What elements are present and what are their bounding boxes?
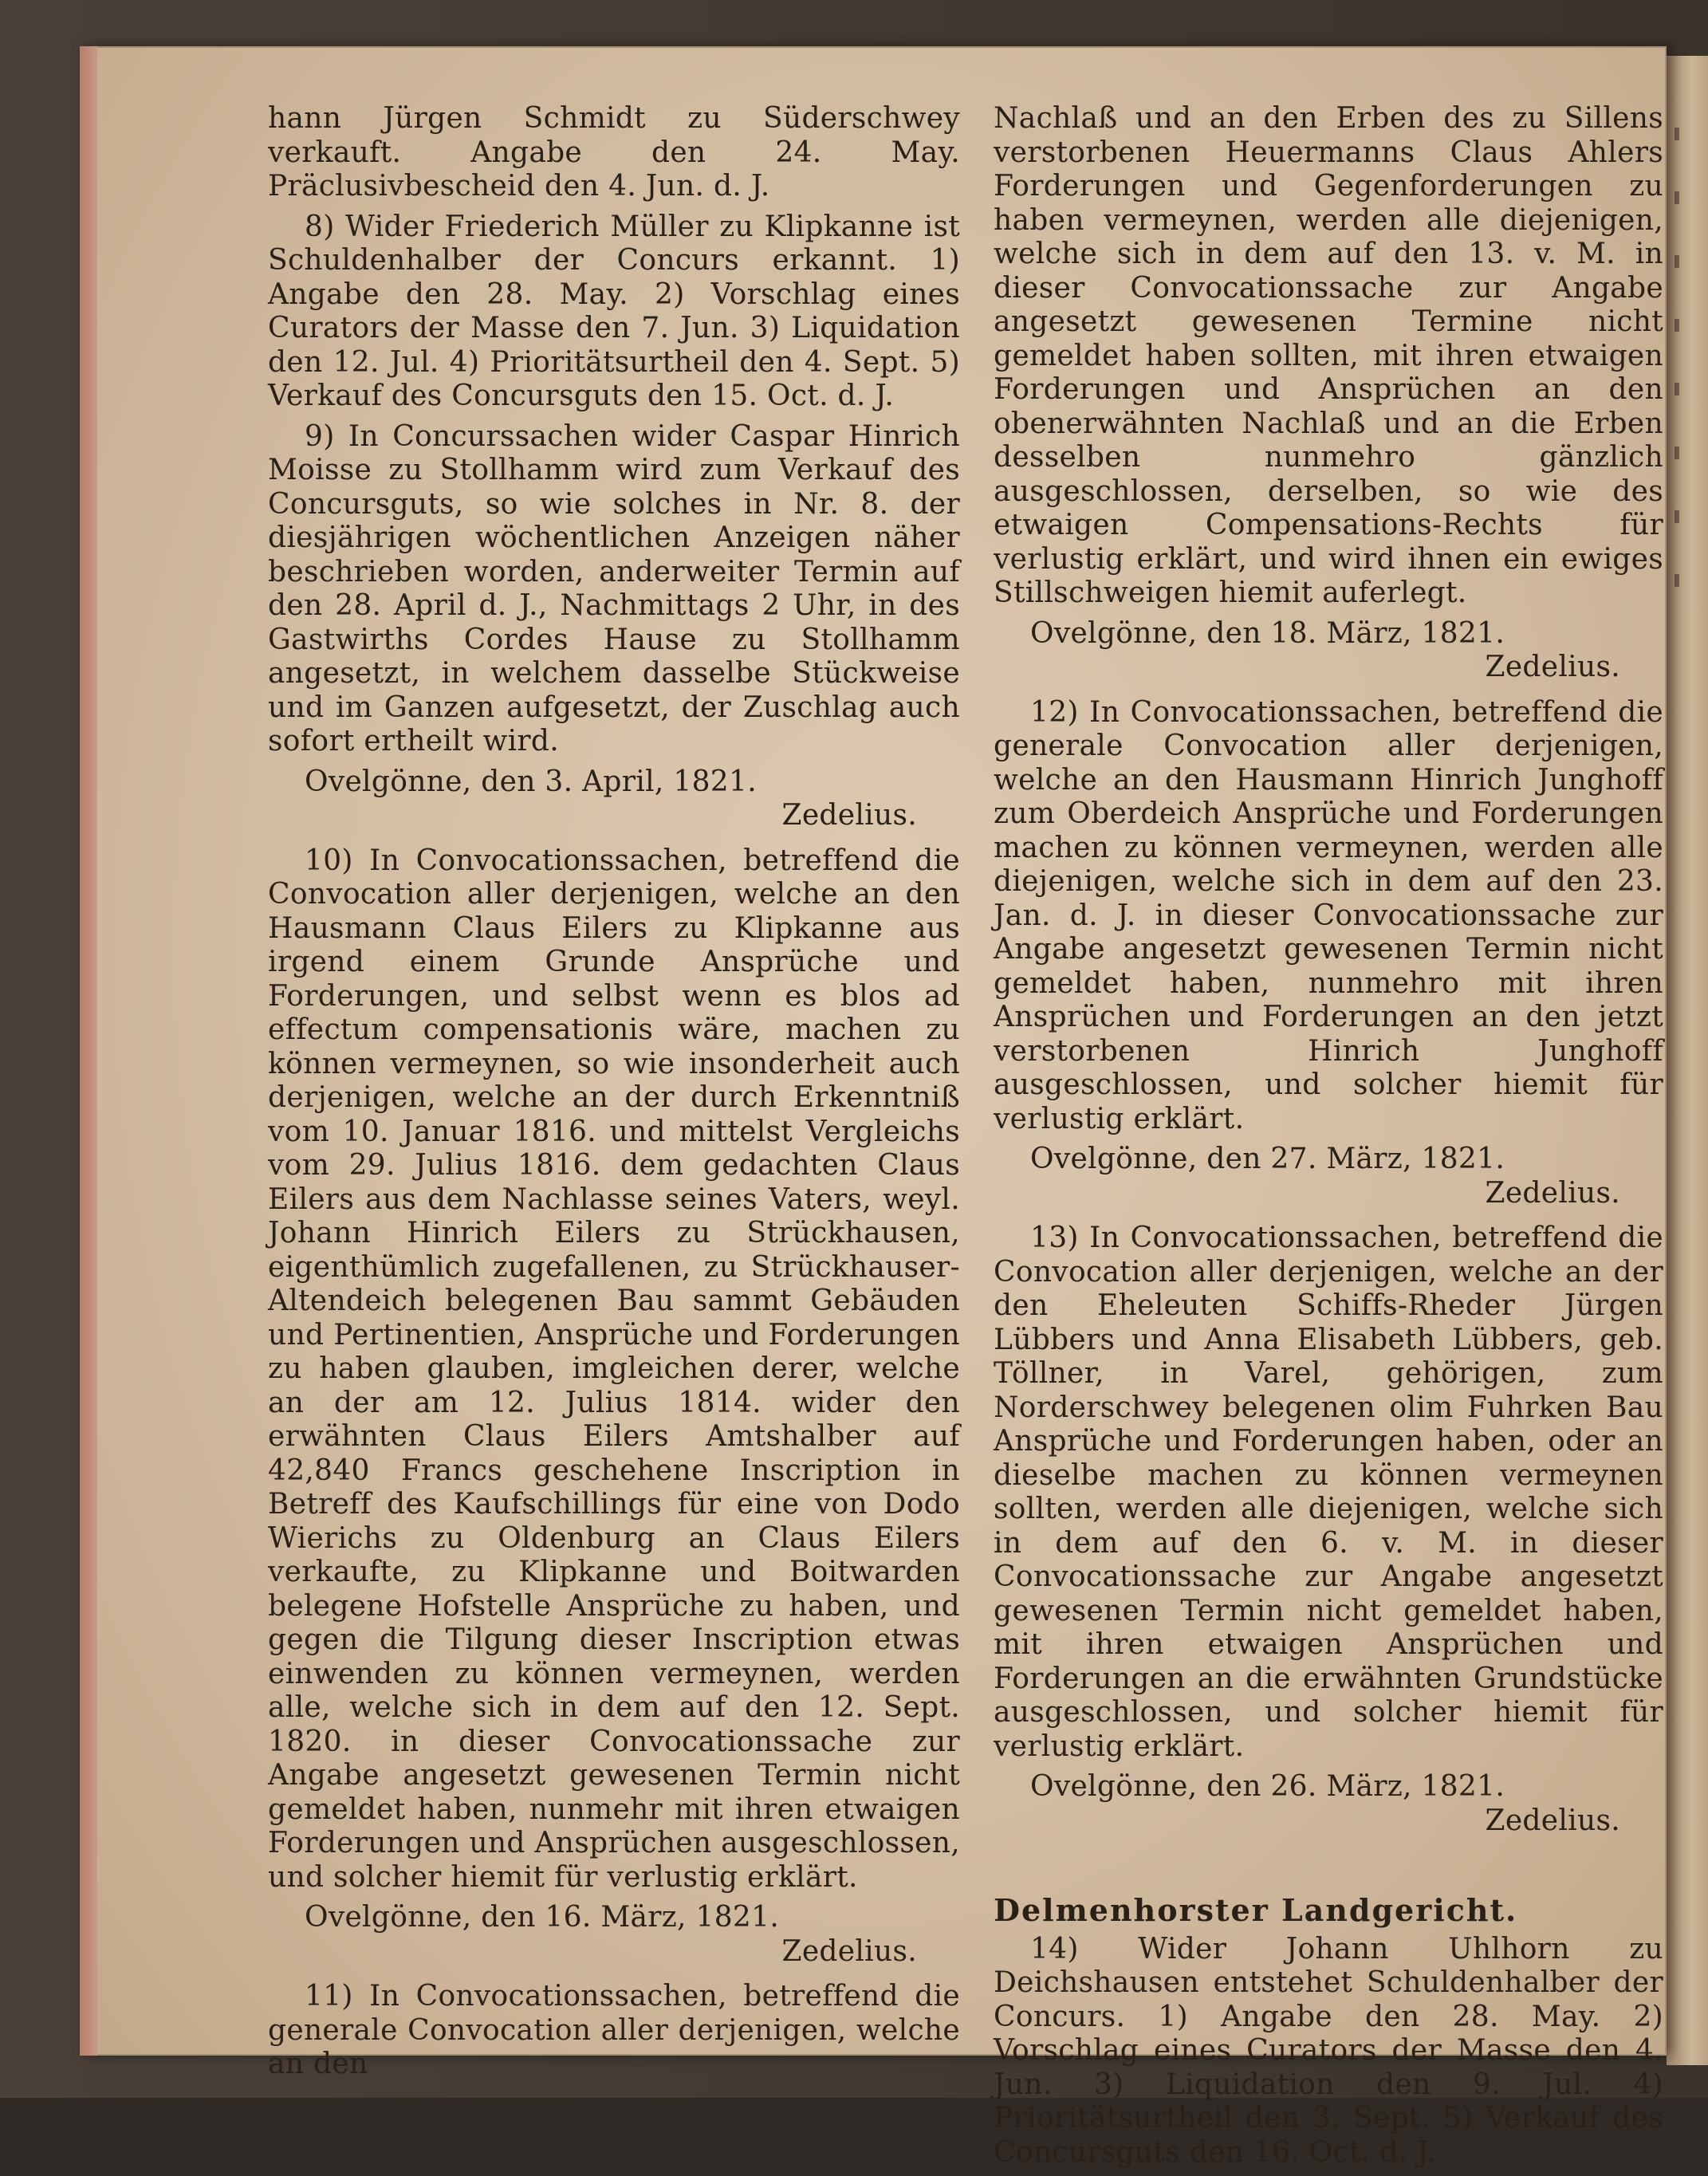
notice-9: 9) In Concurssachen wider Caspar Hinrich Moisse zu Stollhamm wird zum Verkauf des Concursguts, so wie solches in Nr. 8. der diesjährigen wöchentlichen Anzeigen näher beschrieben worden, anderweiter Termin auf den 28. April d. J., Nachmittags 2 Uhr, in des Gastwirths Cordes Hause zu Stollhamm angesetzt, in welchem dasselbe Stückweise und im Ganzen aufgesetzt, der Zuschlag auch sofort ertheilt wird. (268, 419, 960, 757)
section-heading-delmenhorst: Delmenhorster Landgericht. (994, 1892, 1518, 1928)
notice-10-signature: Zedelius. (781, 1934, 917, 1968)
notice-14: 14) Wider Johann Uhlhorn zu Deichshausen entstehet Schuldenhalber der Concurs. 1) Angabe den 28. May. 2) Vorschlag eines Curators der Masse den 4. Jun. 3) Liquidation den 9. Jul. 4) Prioritätsurtheil den 3. Sept. 5) Verkauf des Concursguts den 16. Oct. d. J. (994, 1932, 1663, 2169)
notice-9-dateline: Ovelgönne, den 3. April, 1821. (305, 765, 757, 798)
notice-9-signature: Zedelius. (781, 799, 917, 832)
notice-13: 13) In Convocationssachen, betreffend die Convocation aller derjenigen, welche an der den Eheleuten Schiffs-Rheder Jürgen Lübbers und Anna Elisabeth Lübbers, geb. Töllner, in Varel, gehörigen, zum Norderschwey belegenen olim Fuhrken Bau Ansprüche und Forderungen haben, oder an dieselbe machen zu können vermeynen sollten, werden alle diejenigen, welche sich in dem auf den 6. v. M. in dieser Convocationssache zur Angabe angesetzt gewesenen Termin nicht gemeldet haben, mit ihren etwaigen Ansprüchen und Forderungen an die erwähnten Grundstücke ausgeschlossen, und solcher hiemit für verlustig erklärt. (994, 1222, 1663, 1763)
notice-13-dateline: Ovelgönne, den 26. März, 1821. (1030, 1770, 1505, 1803)
notice-11-signature: Zedelius. (1485, 651, 1620, 683)
notice-12: 12) In Convocationssachen, betreffend die generale Convocation aller derjenigen, welche an den Hausmann Hinrich Junghoff zum Oberdeich Ansprüche und Forderungen machen zu können vermeynen, werden alle diejenigen, welche sich in dem auf den 23. Jan. d. J. in dieser Convocationssache zur Angabe angesetzt gewesenen Termin nicht gemeldet haben, nunmehro mit ihren Ansprüchen und Forderungen an den jetzt verstorbenen Hinrich Junghoff ausgeschlossen, und solcher hiemit für verlustig erklärt. (994, 695, 1663, 1135)
notice-13-signature: Zedelius. (1485, 1804, 1620, 1837)
next-page-edge (1667, 56, 1708, 2065)
notice-11-continuation: Nachlaß und an den Erben des zu Sillens verstorbenen Heuermanns Claus Ahlers Forderungen und Gegenforderungen zu haben vermeynen, werden alle diejenigen, welche sich in dem auf den 13. v. M. in dieser Convocationssache zur Angabe angesetzt gewesenen Termine nicht gemeldet haben sollten, mit ihren etwaigen Forderungen und Ansprüchen an den obenerwähnten Nachlaß und an die Erben desselben nunmehro gänzlich ausgeschlossen, derselben, so wie des etwaigen Compensations-Rechts für verlustig erklärt, und wird ihnen ein ewiges Stillschweigen hiemit auferlegt. (994, 102, 1663, 609)
right-column (994, 102, 1663, 2176)
notice-7-continuation: hann Jürgen Schmidt zu Süderschwey verkauft. Angabe den 24. May. Präclusivbescheid den 4. Jun. d. J. (268, 102, 960, 203)
notice-10-dateline: Ovelgönne, den 16. März, 1821. (305, 1901, 780, 1934)
notice-11-dateline: Ovelgönne, den 18. März, 1821. (1030, 616, 1505, 650)
notice-8: 8) Wider Friederich Müller zu Klipkanne ist Schuldenhalber der Concurs erkannt. 1) Angabe den 28. May. 2) Vorschlag eines Curators der Masse den 7. Jun. 3) Liquidation den 12. Jul. 4) Prioritätsurtheil den 4. Sept. 5) Verkauf des Concursguts den 15. Oct. d. J. (268, 210, 960, 412)
notice-12-signature: Zedelius. (1485, 1176, 1620, 1210)
page-left-edge (80, 46, 97, 2056)
notice-12-dateline: Ovelgönne, den 27. März, 1821. (1030, 1143, 1505, 1175)
notice-10: 10) In Convocationssachen, betreffend die Convocation aller derjenigen, welche an den Hausmann Claus Eilers zu Klipkanne aus irgend einem Grunde Ansprüche und Forderungen, und selbst wenn es blos ad effectum compensationis wäre, machen zu können vermeynen, so wie insonderheit auch derjenigen, welche an der durch Erkenntniß vom 10. Januar 1816. und mittelst Vergleichs vom 29. Julius 1816. dem gedachten Claus Eilers aus dem Nachlasse seines Vaters, weyl. Johann Hinrich Eilers zu Strückhausen, eigenthümlich zugefallenen, zu Strückhauser-Altendeich belegenen Bau sammt Gebäuden und Pertinentien, Ansprüche und Forderungen zu haben glauben, imgleichen derer, welche an der am 12. Julius 1814. wider den erwähnten Claus Eilers Amtshalber auf 42,840 Francs geschehene Inscription in Betreff des Kaufschillings für eine von Dodo Wierichs zu Oldenburg an Claus Eilers verkaufte, zu Klipkanne und Boitwarden belegene Hofstelle Ansprüche zu haben, und gegen die Tilgung dieser Inscription etwas einwenden zu können vermeynen, werden alle, welche sich in dem auf den 12. Sept. 1820. in dieser Convocationssache zur Angabe angesetzt gewesenen Termin nicht gemeldet haben, nunmehr mit ihren etwaigen Forderungen und Ansprüchen ausgeschlossen, und solcher hiemit für verlustig erklärt. (268, 844, 961, 1894)
left-column (268, 102, 960, 2088)
notice-11-start: 11) In Convocationssachen, betreffend die generale Convocation aller derjenigen, welche an den (268, 1980, 960, 2080)
